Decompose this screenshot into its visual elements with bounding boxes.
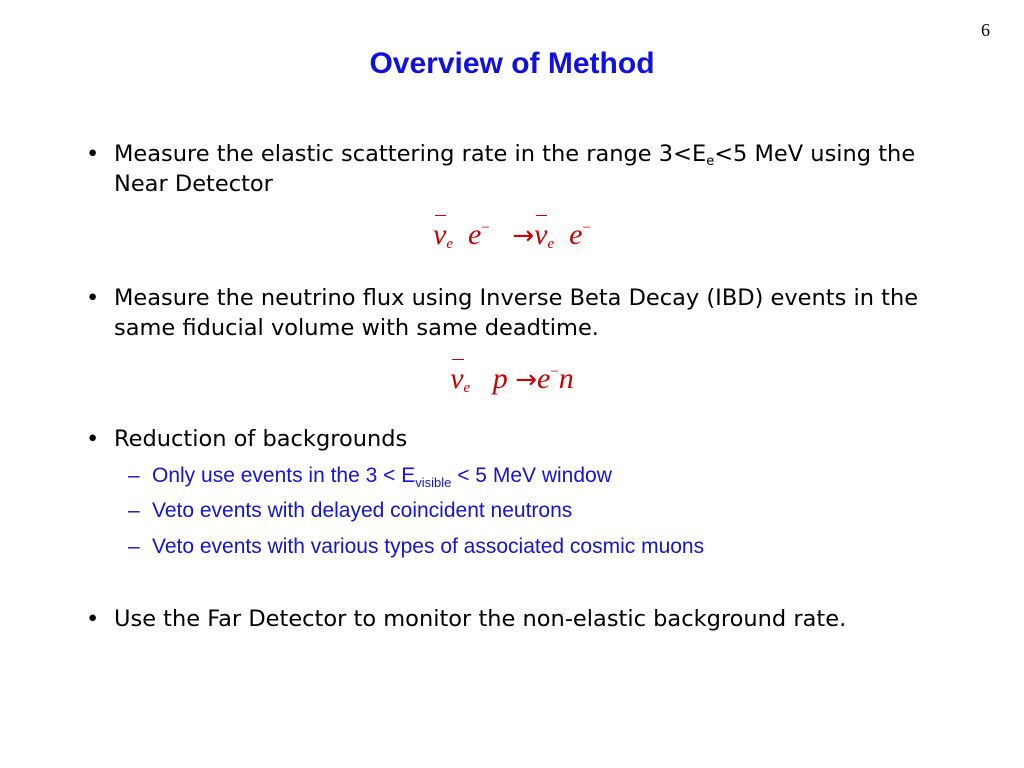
- sub-item-text: Veto events with delayed coincident neutrons: [152, 499, 573, 522]
- reaction-arrow-icon: →: [515, 365, 537, 395]
- bullet-item-background-reduction: [86, 424, 936, 454]
- neutron-symbol: n: [558, 362, 574, 395]
- sub-item-neutron-veto: [128, 497, 948, 525]
- bullet-marker: •: [86, 141, 100, 167]
- subscript-e: e: [463, 380, 471, 396]
- bullet-item-elastic-scattering: [86, 139, 936, 199]
- sub-item-energy-window: [128, 462, 948, 490]
- dash-marker: –: [128, 464, 140, 487]
- equation-elastic-scattering: [0, 218, 1024, 252]
- bullet-text: Use the Far Detector to monitor the non-elastic background rate.: [114, 606, 847, 632]
- sub-item-text: Veto events with various types of associated cosmic muons: [152, 535, 705, 558]
- subscript-visible: visible: [415, 475, 452, 490]
- bullet-item-far-detector: [86, 604, 936, 634]
- bullet-text-start: Measure the elastic scattering rate in the range 3<E: [114, 141, 707, 167]
- bullet-marker: •: [86, 606, 100, 632]
- antineutrino-symbol: ν: [450, 362, 464, 395]
- bullet-marker: •: [86, 426, 100, 452]
- bullet-marker: •: [86, 285, 100, 311]
- reaction-arrow-icon: →: [512, 221, 535, 251]
- bullet-text-end: <5 MeV using the Near Detector: [114, 141, 916, 197]
- sub-item-muon-veto: [128, 533, 948, 561]
- subscript-e: e: [706, 154, 715, 169]
- sub-item-text-end: < 5 MeV window: [451, 464, 612, 487]
- superscript-minus: −: [550, 364, 559, 380]
- antineutrino-symbol: ν: [534, 218, 548, 251]
- antineutrino-symbol: ν: [433, 218, 447, 251]
- bullet-item-neutrino-flux: [86, 283, 936, 343]
- subscript-e: e: [547, 236, 555, 252]
- electron-symbol: e: [468, 218, 482, 251]
- page-number: 6: [981, 20, 990, 40]
- bullet-text: [114, 139, 936, 199]
- sub-item-text: [152, 462, 948, 490]
- electron-symbol: e: [537, 362, 551, 395]
- superscript-minus: −: [481, 220, 490, 236]
- subscript-e: e: [446, 236, 454, 252]
- slide-title: Overview of Method: [369, 47, 655, 80]
- sub-item-text-start: Only use events in the 3 < E: [152, 464, 416, 487]
- proton-symbol: p: [492, 362, 508, 395]
- dash-marker: –: [128, 535, 140, 558]
- bullet-text: Measure the neutrino flux using Inverse Beta Decay (IBD) events in the same fiducial volume with same deadtime.: [114, 285, 919, 341]
- electron-symbol: e: [569, 218, 583, 251]
- bullet-text: Reduction of backgrounds: [114, 426, 408, 452]
- dash-marker: –: [128, 499, 140, 522]
- superscript-minus: −: [582, 220, 591, 236]
- equation-inverse-beta-decay: [0, 362, 1024, 396]
